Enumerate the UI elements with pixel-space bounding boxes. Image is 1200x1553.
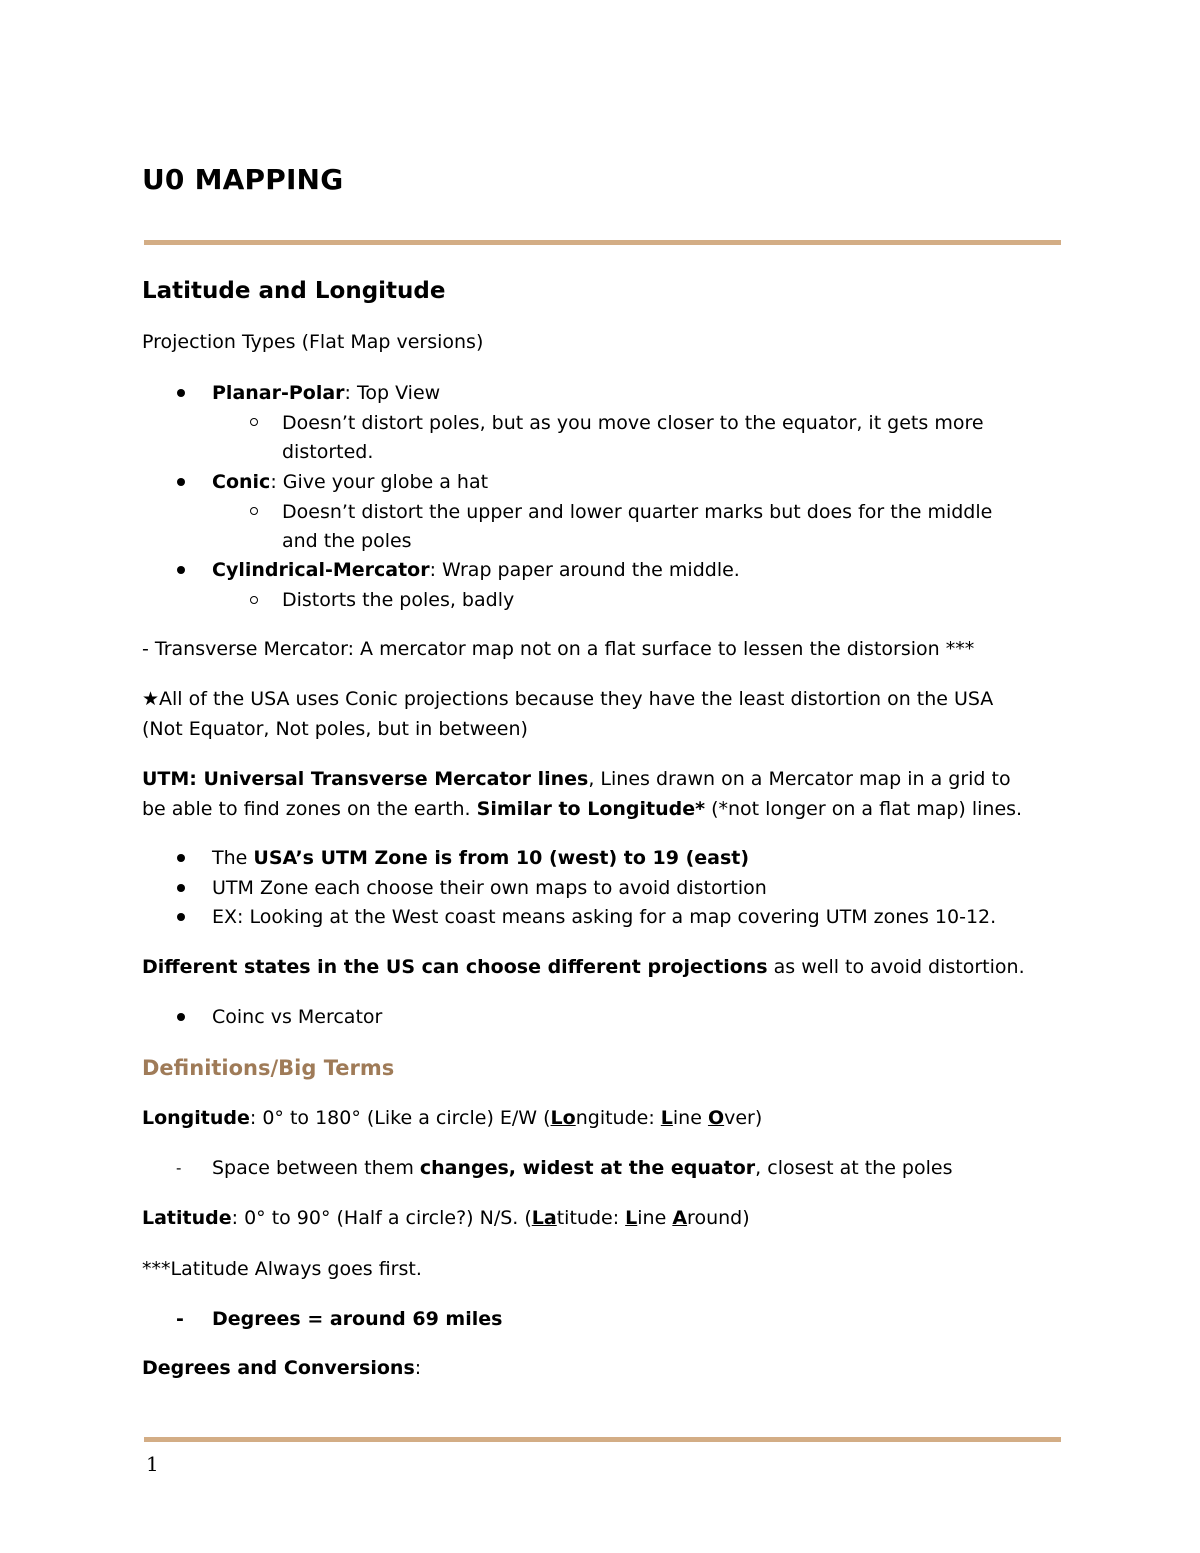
sub-item-text: distorted. [282, 441, 374, 463]
note-text: Space between them [212, 1157, 420, 1179]
mnemonic-letter: La [531, 1207, 557, 1229]
utm-paragraph-cont [142, 794, 1022, 824]
usa-conic-note-cont: (Not Equator, Not poles, but in between) [142, 718, 528, 740]
list-item-utm-zone [212, 843, 749, 873]
list-item-utm-example: EX: Looking at the West coast means asking for a map covering UTM zones 10-12. [212, 906, 997, 928]
usa-conic-note: ★All of the USA uses Conic projections because they have the least distortion on the USA [142, 688, 994, 710]
mnemonic-letter: Lo [550, 1107, 576, 1129]
longitude-spacing-note [212, 1153, 952, 1183]
bullet-icon [177, 478, 185, 486]
term-description: : Wrap paper around the middle. [429, 559, 740, 581]
definition-text: : 0° to 90° (Half a circle?) N/S. ( [231, 1207, 532, 1229]
bullet-icon [177, 1013, 185, 1021]
sub-item-text: Doesn’t distort the upper and lower quarter marks but does for the middle [282, 501, 993, 523]
list-item-planar-polar [212, 378, 440, 408]
section-heading: Latitude and Longitude [142, 278, 446, 304]
utm-label: UTM: Universal Transverse Mercator lines [142, 768, 589, 790]
dash-marker: - [176, 1159, 182, 1177]
latitude-definition [142, 1203, 750, 1233]
sub-item-text: and the poles [282, 530, 412, 552]
utm-bold-text: Similar to Longitude* [476, 798, 706, 820]
sub-bullet-icon [250, 418, 258, 426]
longitude-label: Longitude [142, 1107, 250, 1129]
utm-text: (*not longer on a flat map) lines. [705, 798, 1023, 820]
mnemonic-letter: A [672, 1207, 688, 1229]
degrees-miles-note: Degrees = around 69 miles [212, 1308, 503, 1330]
note-bold-text: changes, widest at the equator [419, 1157, 756, 1179]
list-text: The [212, 847, 254, 869]
list-bold-text: USA’s UTM Zone is from 10 (west) to 19 (east) [253, 847, 750, 869]
list-item-cylindrical-mercator [212, 555, 740, 585]
definition-text: round) [687, 1207, 750, 1229]
term-label: Cylindrical-Mercator [212, 559, 430, 581]
mnemonic-letter: L [625, 1207, 638, 1229]
latitude-first-note: ***Latitude Always goes first. [142, 1258, 422, 1280]
bullet-icon [177, 854, 185, 862]
projection-intro: Projection Types (Flat Map versions) [142, 331, 484, 353]
definition-text: ine [637, 1207, 673, 1229]
term-label: Planar-Polar [212, 382, 345, 404]
utm-paragraph [142, 764, 1011, 794]
states-paragraph [142, 952, 1025, 982]
states-text: as well to avoid distortion. [767, 956, 1025, 978]
dash-marker: - [176, 1308, 184, 1330]
note-text: , closest at the poles [755, 1157, 953, 1179]
list-item-coinc-vs-mercator: Coinc vs Mercator [212, 1006, 383, 1028]
definition-text: ngitude: [575, 1107, 661, 1129]
definitions-heading: Definitions/Big Terms [142, 1056, 395, 1080]
longitude-definition [142, 1103, 762, 1133]
term-description: : Give your globe a hat [270, 471, 489, 493]
sub-bullet-icon [250, 507, 258, 515]
sub-bullet-icon [250, 596, 258, 604]
bullet-icon [177, 913, 185, 921]
bullet-icon [177, 566, 185, 574]
utm-text: , Lines drawn on a Mercator map in a grid to [588, 768, 1011, 790]
bullet-icon [177, 884, 185, 892]
sub-item-text: Distorts the poles, badly [282, 589, 515, 611]
term-label: Conic [212, 471, 271, 493]
definition-text: : 0° to 180° (Like a circle) E/W ( [249, 1107, 551, 1129]
conversions-colon: : [414, 1357, 422, 1379]
latitude-label: Latitude [142, 1207, 232, 1229]
footer-divider [144, 1437, 1061, 1442]
degrees-conversions-heading [142, 1353, 421, 1383]
page-number: 1 [146, 1452, 159, 1476]
definition-text: ver) [724, 1107, 763, 1129]
list-item-utm-maps: UTM Zone each choose their own maps to avoid distortion [212, 877, 767, 899]
mnemonic-letter: O [707, 1107, 725, 1129]
transverse-note: - Transverse Mercator: A mercator map not on a flat surface to lessen the distorsion *** [142, 638, 975, 660]
term-description: : Top View [344, 382, 441, 404]
definition-text: ine [672, 1107, 708, 1129]
list-item-conic [212, 467, 488, 497]
utm-text: be able to find zones on the earth. [142, 798, 477, 820]
conversions-label: Degrees and Conversions [142, 1357, 415, 1379]
bullet-icon [177, 389, 185, 397]
document-title: U0 MAPPING [142, 163, 344, 196]
definition-text: titude: [556, 1207, 626, 1229]
title-divider [144, 240, 1061, 245]
mnemonic-letter: L [660, 1107, 673, 1129]
states-bold-text: Different states in the US can choose different projections [142, 956, 768, 978]
sub-item-text: Doesn’t distort poles, but as you move closer to the equator, it gets more [282, 412, 984, 434]
